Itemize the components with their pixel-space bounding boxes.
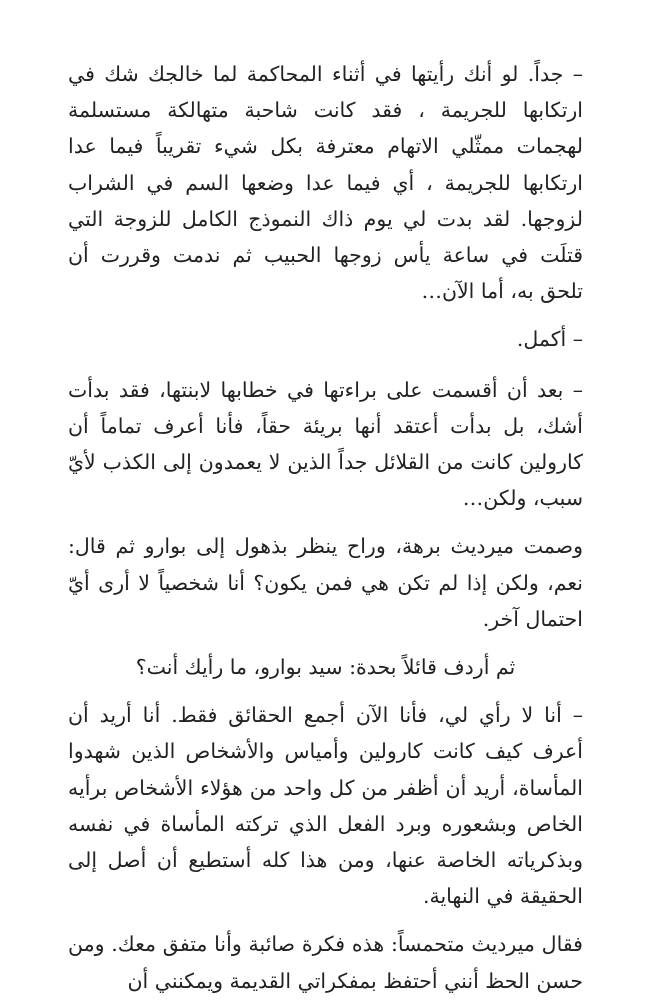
paragraph-poirot-answer: – أنا لا رأي لي، فأنا الآن أجمع الحقائق فقط. أنا أريد أن أعرف كيف كانت كارولين وأمياس والأشخاص الذين شهدوا المأساة، أريد أن أظفر من كل واحد من هؤلاء الأشخاص برأيه الخاص وبشعوره وبرد الفعل الذي تركته المأساة في نفسه وبذكرياته الخاصة عنها، ومن هذا كله أستطيع أن أصل إلى الحقيقة في النهاية. — [68, 703, 583, 909]
paragraph-dialog-trial: – جداً. لو أنك رأيتها في أثناء المحاكمة لما خالجك شك في ارتكابها للجريمة ، فقد كانت شاحبة متهالكة مستسلمة لهجمات ممثّلي الاتهام معترفة بكل شيء تقريباً فيما عدا ارتكابها للجريمة ، أي فيما عدا وضعها السم في الشراب لزوجها. لقد بدت لي يوم ذاك النموذج الكامل للزوجة التي قتلَت في ساعة يأس زوجها الحبيب ثم ندمت وقررت أن تلحق به، أما الآن… — [68, 62, 583, 304]
paragraph-dialog-continue: – أكمل. — [516, 327, 583, 352]
paragraph-meredith-silence: وصمت ميرديث برهة، وراح ينظر بذهول إلى بوارو ثم قال: نعم، ولكن إذا لم تكن هي فمن يكون؟ أنا شخصياً لا أرى أيّ احتمال آخر. — [68, 534, 583, 631]
paragraph-meredith-agrees: فقال ميرديث متحمساً: هذه فكرة صائبة وأنا متفق معك. ومن حسن الحظ أنني أحتفظ بمفكراتي القديمة ويمكنني أن — [68, 932, 583, 993]
paragraph-dialog-innocence: – بعد أن أقسمت على براءتها في خطابها لابنتها، فقد بدأت أشك، بل بدأت أعتقد أنها بريئة حقاً، فأنا أعرف تماماً أن كارولين كانت من القلائل جداً الذين لا يعمدون إلى الكذب لأيّ سبب، ولكن… — [68, 377, 583, 511]
paragraph-meredith-question: ثم أردف قائلاً بحدة: سيد بوارو، ما رأيك أنت؟ — [135, 655, 516, 680]
